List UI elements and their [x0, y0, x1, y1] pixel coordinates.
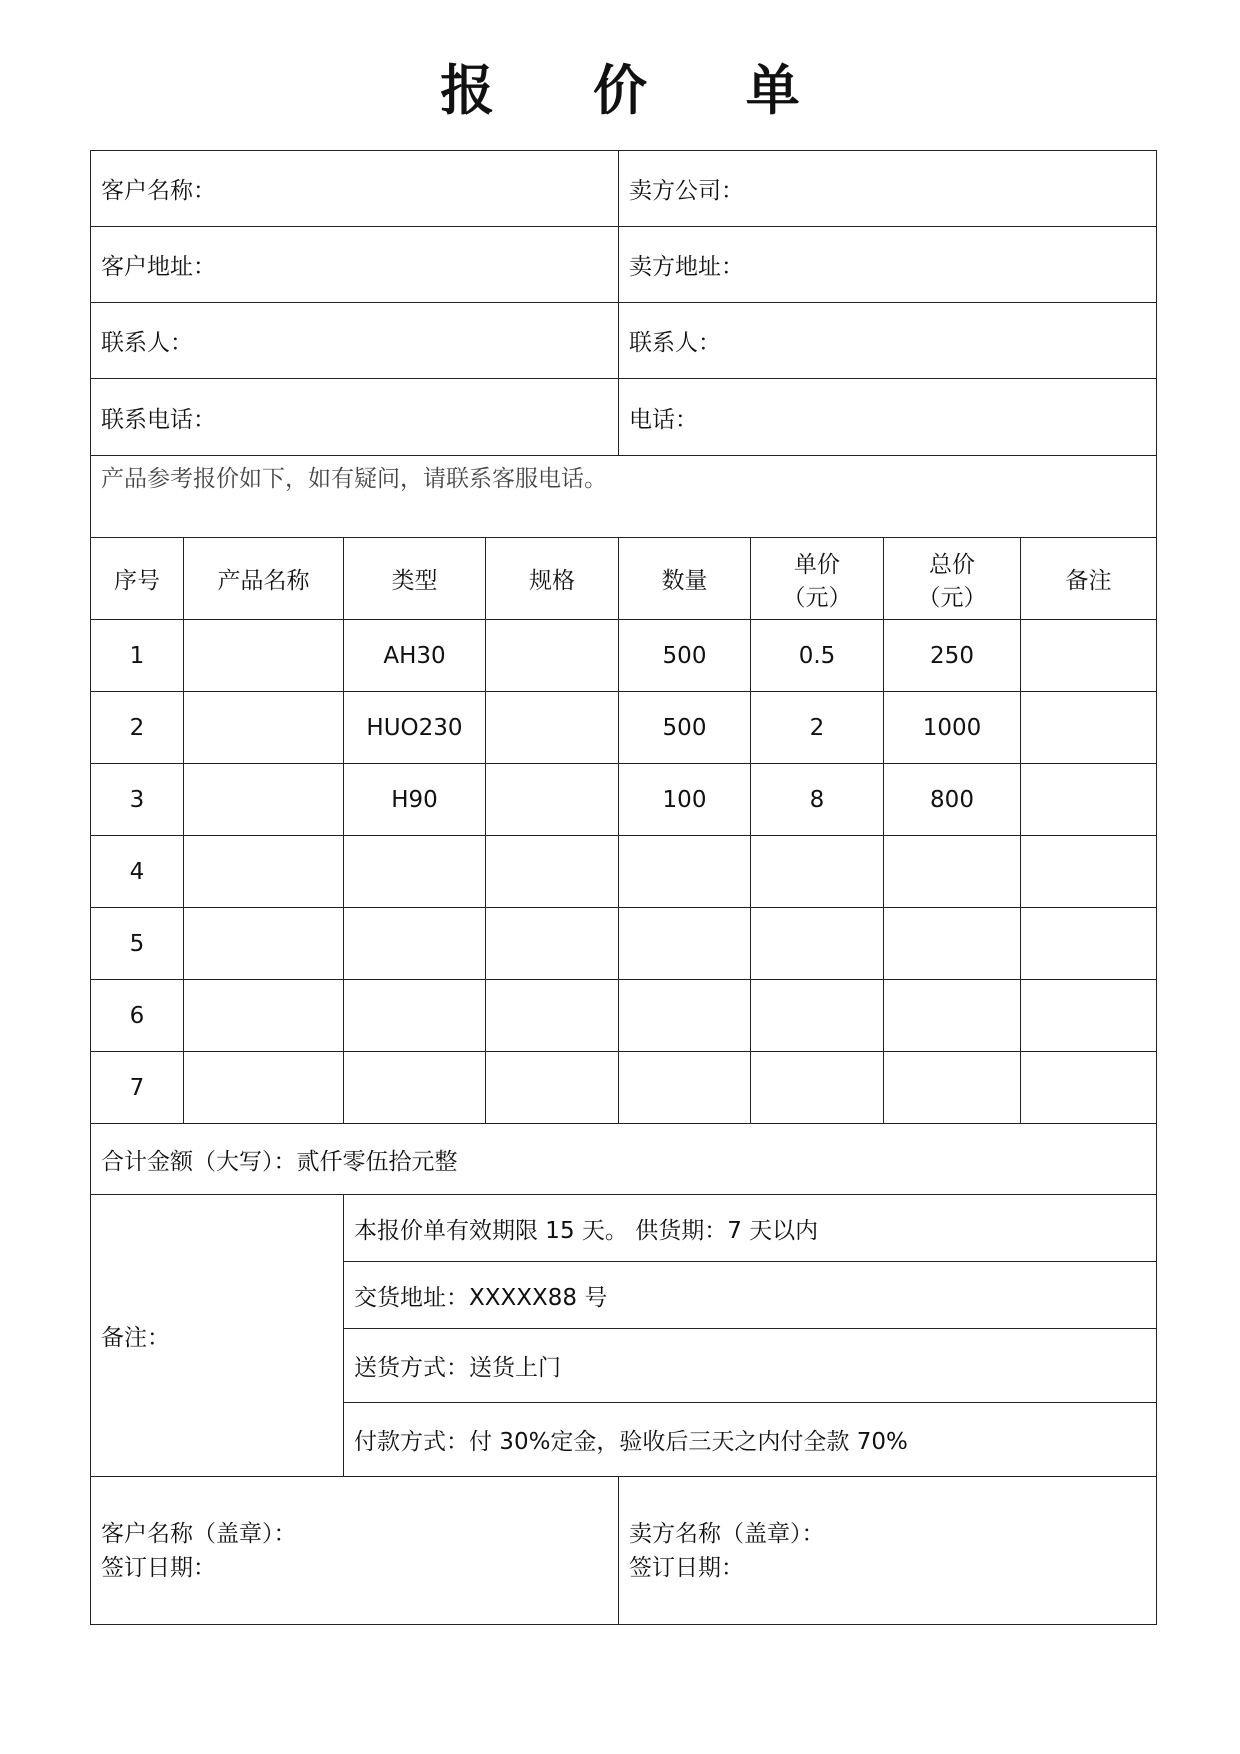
- header-product-name: 产品名称: [184, 538, 344, 620]
- remark-row: [91, 1195, 1157, 1262]
- cell-type[interactable]: [344, 836, 486, 908]
- cell-spec[interactable]: [486, 908, 619, 980]
- table-row: [91, 764, 1157, 836]
- info-row-phone: [91, 379, 1157, 456]
- cell-remark[interactable]: [1021, 620, 1157, 692]
- cell-unit-price[interactable]: 8: [751, 764, 884, 836]
- seller-contact-field[interactable]: 联系人：: [619, 303, 1157, 379]
- info-row-name: [91, 151, 1157, 227]
- cell-type[interactable]: H90: [344, 764, 486, 836]
- cell-no: 3: [91, 764, 184, 836]
- cell-total-price[interactable]: [884, 908, 1021, 980]
- header-type: 类型: [344, 538, 486, 620]
- remark-payment-method[interactable]: 付款方式：付 30%定金，验收后三天之内付全款 70%: [344, 1403, 1157, 1477]
- cell-no: 7: [91, 1052, 184, 1124]
- cell-unit-price[interactable]: 0.5: [751, 620, 884, 692]
- cell-type[interactable]: HUO230: [344, 692, 486, 764]
- header-quantity: 数量: [619, 538, 751, 620]
- remark-validity[interactable]: 本报价单有效期限 15 天。 供货期：7 天以内: [344, 1195, 1157, 1262]
- seller-date-label: 签订日期：: [629, 1554, 744, 1581]
- header-unit-price-label: 单价: [794, 551, 840, 578]
- customer-address-field[interactable]: 客户地址：: [91, 227, 619, 303]
- cell-no: 5: [91, 908, 184, 980]
- cell-remark[interactable]: [1021, 1052, 1157, 1124]
- cell-unit-price[interactable]: [751, 908, 884, 980]
- cell-type[interactable]: AH30: [344, 620, 486, 692]
- table-row: [91, 620, 1157, 692]
- cell-spec[interactable]: [486, 1052, 619, 1124]
- cell-product-name[interactable]: [184, 764, 344, 836]
- cell-no: 6: [91, 980, 184, 1052]
- seller-phone-field[interactable]: 电话：: [619, 379, 1157, 456]
- cell-quantity[interactable]: [619, 1052, 751, 1124]
- customer-name-field[interactable]: 客户名称：: [91, 151, 619, 227]
- cell-type[interactable]: [344, 980, 486, 1052]
- cell-product-name[interactable]: [184, 908, 344, 980]
- cell-type[interactable]: [344, 908, 486, 980]
- cell-total-price[interactable]: 800: [884, 764, 1021, 836]
- cell-spec[interactable]: [486, 620, 619, 692]
- remark-delivery-address[interactable]: 交货地址：XXXXX88 号: [344, 1262, 1157, 1329]
- cell-product-name[interactable]: [184, 692, 344, 764]
- cell-total-price[interactable]: [884, 1052, 1021, 1124]
- total-amount[interactable]: 合计金额（大写）：贰仟零伍拾元整: [91, 1124, 1157, 1195]
- cell-unit-price[interactable]: [751, 980, 884, 1052]
- remark-delivery-method[interactable]: 送货方式：送货上门: [344, 1329, 1157, 1403]
- intro-note: 产品参考报价如下，如有疑问，请联系客服电话。: [91, 456, 1157, 538]
- cell-remark[interactable]: [1021, 908, 1157, 980]
- cell-no: 1: [91, 620, 184, 692]
- customer-date-label: 签订日期：: [101, 1554, 216, 1581]
- cell-spec[interactable]: [486, 764, 619, 836]
- cell-total-price[interactable]: 250: [884, 620, 1021, 692]
- header-unit-price: [751, 538, 884, 620]
- cell-no: 4: [91, 836, 184, 908]
- total-amount-row: [91, 1124, 1157, 1195]
- cell-quantity[interactable]: [619, 908, 751, 980]
- header-no: 序号: [91, 538, 184, 620]
- cell-total-price[interactable]: [884, 836, 1021, 908]
- table-row: [91, 836, 1157, 908]
- header-total-price: [884, 538, 1021, 620]
- table-header-row: [91, 538, 1157, 620]
- header-spec: 规格: [486, 538, 619, 620]
- cell-unit-price[interactable]: 2: [751, 692, 884, 764]
- cell-product-name[interactable]: [184, 620, 344, 692]
- header-total-price-unit: （元）: [917, 584, 987, 611]
- page-title: 报 价 单: [440, 59, 840, 122]
- quotation-table: [90, 150, 1157, 1625]
- cell-no: 2: [91, 692, 184, 764]
- remarks-label: 备注：: [91, 1195, 344, 1477]
- cell-quantity[interactable]: [619, 980, 751, 1052]
- header-total-price-label: 总价: [929, 551, 975, 578]
- cell-type[interactable]: [344, 1052, 486, 1124]
- cell-remark[interactable]: [1021, 980, 1157, 1052]
- table-row: [91, 980, 1157, 1052]
- info-row-address: [91, 227, 1157, 303]
- seller-address-field[interactable]: 卖方地址：: [619, 227, 1157, 303]
- cell-spec[interactable]: [486, 980, 619, 1052]
- cell-remark[interactable]: [1021, 836, 1157, 908]
- table-row: [91, 692, 1157, 764]
- customer-contact-field[interactable]: 联系人：: [91, 303, 619, 379]
- header-remark: 备注: [1021, 538, 1157, 620]
- seller-stamp-label: 卖方名称（盖章）：: [629, 1520, 825, 1547]
- seller-signature[interactable]: [619, 1477, 1157, 1625]
- cell-quantity[interactable]: [619, 836, 751, 908]
- cell-total-price[interactable]: 1000: [884, 692, 1021, 764]
- cell-quantity[interactable]: 500: [619, 692, 751, 764]
- intro-note-row: [91, 456, 1157, 538]
- cell-total-price[interactable]: [884, 980, 1021, 1052]
- cell-remark[interactable]: [1021, 692, 1157, 764]
- cell-spec[interactable]: [486, 692, 619, 764]
- seller-company-field[interactable]: 卖方公司：: [619, 151, 1157, 227]
- table-row: [91, 1052, 1157, 1124]
- cell-unit-price[interactable]: [751, 1052, 884, 1124]
- customer-signature[interactable]: [91, 1477, 619, 1625]
- header-unit-price-unit: （元）: [782, 584, 852, 611]
- info-row-contact: [91, 303, 1157, 379]
- table-row: [91, 908, 1157, 980]
- cell-remark[interactable]: [1021, 764, 1157, 836]
- cell-product-name[interactable]: [184, 1052, 344, 1124]
- customer-phone-field[interactable]: 联系电话：: [91, 379, 619, 456]
- cell-unit-price[interactable]: [751, 836, 884, 908]
- cell-product-name[interactable]: [184, 836, 344, 908]
- cell-spec[interactable]: [486, 836, 619, 908]
- cell-product-name[interactable]: [184, 980, 344, 1052]
- signature-row: [91, 1477, 1157, 1625]
- customer-stamp-label: 客户名称（盖章）：: [101, 1520, 297, 1547]
- cell-quantity[interactable]: 500: [619, 620, 751, 692]
- cell-quantity[interactable]: 100: [619, 764, 751, 836]
